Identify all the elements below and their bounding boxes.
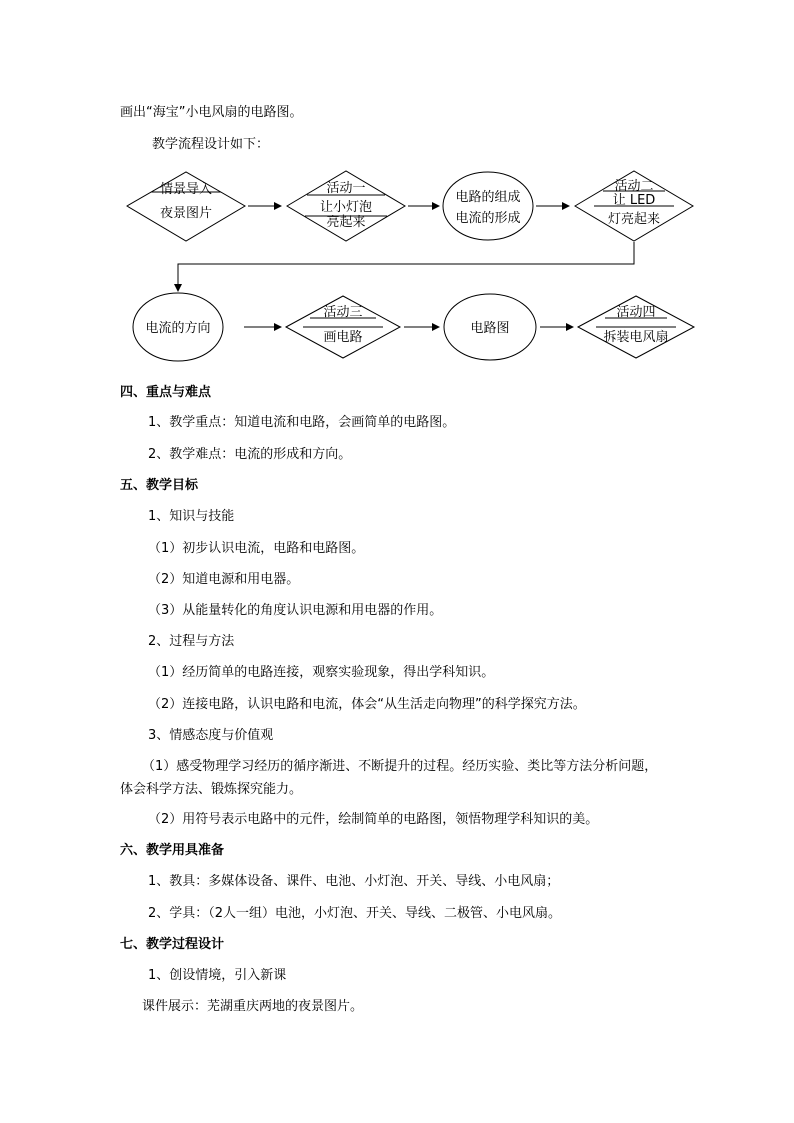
flow-node-activity1-line3: 亮起来	[326, 215, 366, 230]
flow-node-circuit-diagram-label: 电路图	[470, 321, 510, 336]
flow-node-activity1-line1: 活动一	[326, 181, 366, 196]
section6-heading: 六、教学用具准备	[120, 843, 225, 858]
flow-node-current-direction-label: 电流的方向	[145, 321, 211, 336]
flow-connector	[178, 242, 634, 291]
flow-node-situation	[127, 172, 245, 241]
section7-sub1: 1、创设情境，引入新课	[148, 968, 287, 983]
section5-sub2-item-1: （1）经历简单的电路连接，观察实验现象，得出学科知识。	[148, 665, 495, 680]
section5-sub1-item-3: （3）从能量转化的角度认识电源和用电器的作用。	[148, 603, 443, 618]
section4-item-1: 1、教学重点：知道电流和电路，会画简单的电路图。	[148, 415, 456, 430]
section5-sub2-item-2: （2）连接电路，认识电路和电流，体会“从生活走向物理”的科学探究方法。	[148, 697, 586, 712]
flow-node-activity2-line3: 灯亮起来	[607, 212, 661, 227]
section5-sub1: 1、知识与技能	[148, 509, 235, 524]
flowchart	[0, 160, 794, 375]
section6-item-1: 1、教具：多媒体设备、课件、电池、小灯泡、开关、导线、小电风扇；	[148, 874, 560, 889]
flow-node-current-direction	[133, 293, 223, 361]
section5-sub3-item-1-line1: （1）感受物理学习经历的循序渐进、不断提升的过程。经历实验、类比等方法分析问题，	[142, 759, 658, 774]
flow-node-activity4	[578, 296, 694, 358]
flow-node-activity2-line2: 让 LED	[612, 193, 656, 208]
section5-sub1-item-2: （2）知道电源和用电器。	[148, 572, 300, 587]
section7-courseware: 课件展示：芜湖重庆两地的夜景图片。	[142, 999, 364, 1014]
flow-node-activity2-line1: 活动二	[614, 179, 654, 194]
section4-item-2: 2、教学难点：电流的形成和方向。	[148, 447, 352, 462]
flow-node-activity4-line2: 拆装电风扇	[603, 330, 669, 345]
intro-line: 画出“海宝”小电风扇的电路图。	[120, 105, 303, 120]
flow-node-activity3-line1: 活动三	[323, 305, 363, 320]
flow-node-situation-line1: 情景导入	[159, 182, 213, 197]
section6-item-2: 2、学具：（2人一组）电池，小灯泡、开关、导线、二极管、小电风扇。	[148, 906, 562, 921]
flow-node-activity1	[287, 171, 405, 241]
flow-node-circuit-composition	[443, 172, 533, 240]
flow-node-activity4-line1: 活动四	[616, 305, 656, 320]
section5-sub3-item-1-line2: 体会科学方法、锻炼探究能力。	[120, 782, 303, 797]
flow-node-activity2	[575, 171, 693, 241]
flow-node-situation-line2: 夜景图片	[159, 206, 213, 221]
section5-sub2: 2、过程与方法	[148, 634, 235, 649]
section5-heading: 五、教学目标	[120, 478, 199, 493]
flow-node-activity1-line2: 让小灯泡	[319, 200, 373, 215]
flow-node-circuit-composition-line1: 电路的组成	[455, 190, 521, 205]
section7-heading: 七、教学过程设计	[120, 937, 225, 952]
section5-sub1-item-1: （1）初步认识电流，电路和电路图。	[148, 541, 365, 556]
flow-node-activity3-line2: 画电路	[323, 330, 363, 345]
flow-node-activity3	[286, 296, 400, 358]
section5-sub3-item-2: （2）用符号表示电路中的元件，绘制简单的电路图，领悟物理学科知识的美。	[148, 812, 599, 827]
flow-intro: 教学流程设计如下：	[152, 137, 270, 152]
flow-node-circuit-composition-line2: 电流的形成	[455, 211, 521, 226]
section4-heading: 四、重点与难点	[120, 385, 212, 400]
flow-node-circuit-diagram	[444, 294, 536, 360]
section5-sub3: 3、情感态度与价值观	[148, 728, 274, 743]
